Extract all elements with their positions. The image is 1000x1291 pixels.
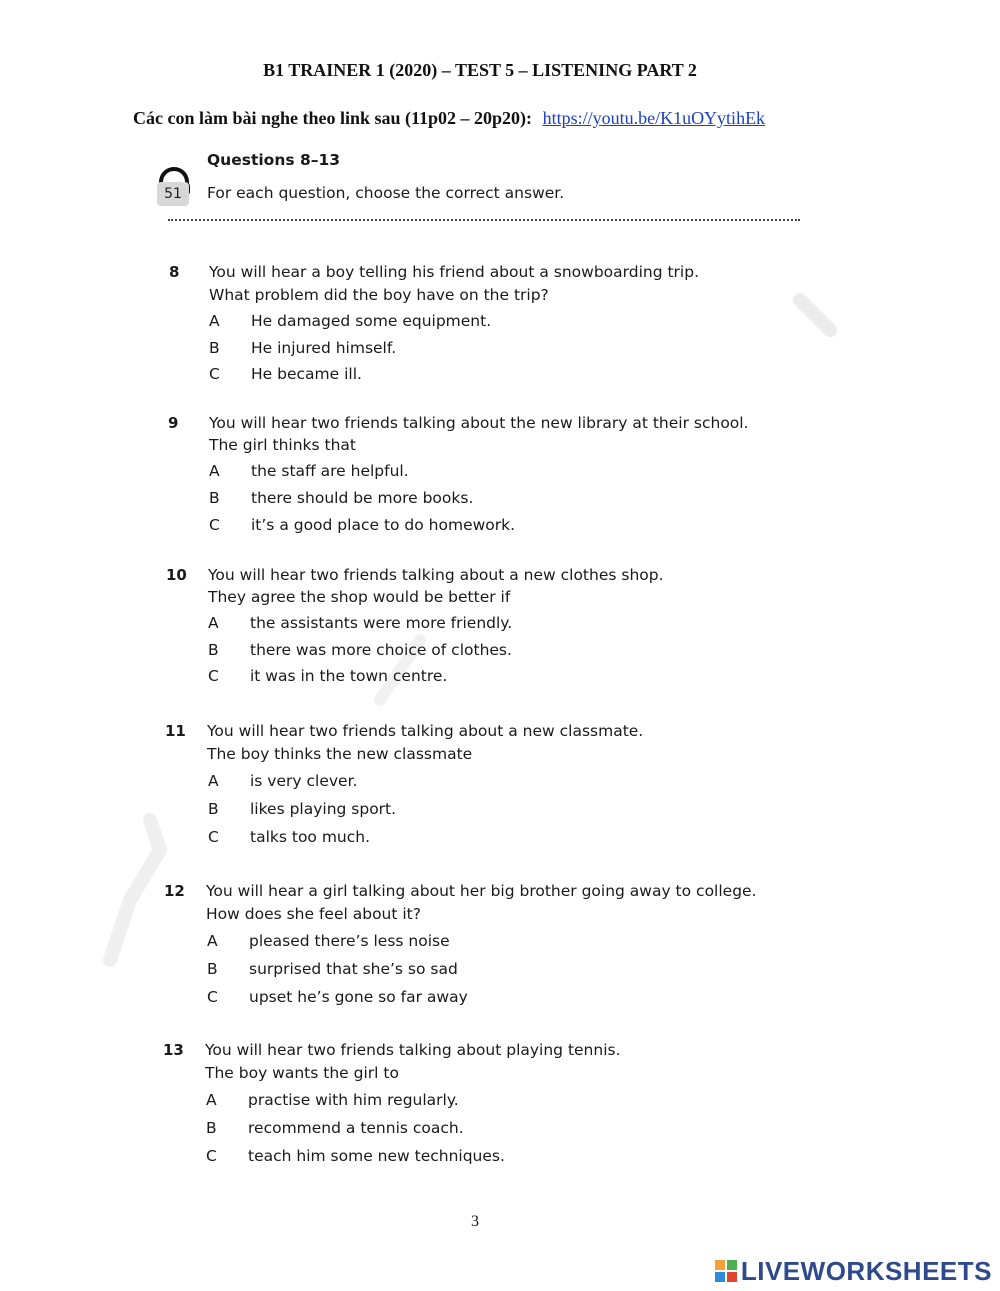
option-letter: A [206, 1091, 217, 1109]
option-text: surprised that she’s so sad [249, 960, 458, 978]
brand-name: LIVEWORKSHEETS [740, 1256, 992, 1286]
option-letter: B [208, 641, 219, 659]
option-letter: B [207, 960, 218, 978]
option-letter: C [206, 1147, 217, 1165]
liveworksheets-brand[interactable] [715, 1256, 992, 1287]
track-number-badge: 51 [157, 182, 189, 206]
option-text: the staff are helpful. [251, 462, 409, 480]
option-letter: C [208, 667, 219, 685]
liveworksheets-logo-icon [715, 1260, 737, 1284]
option-text: there was more choice of clothes. [250, 641, 512, 659]
question-number: 12 [164, 882, 185, 900]
question-line-2: The girl thinks that [209, 436, 356, 454]
question-line-2: The boy thinks the new classmate [207, 745, 473, 763]
option-letter: A [208, 614, 219, 632]
option-letter: B [206, 1119, 217, 1137]
option-letter: A [208, 772, 219, 790]
question-line-1: You will hear a girl talking about her big brother going away to college. [206, 882, 757, 900]
option-letter: B [208, 800, 219, 818]
option-text: is very clever. [250, 772, 358, 790]
question-number: 8 [169, 263, 180, 281]
option-text: upset he’s gone so far away [249, 988, 468, 1006]
option-letter: C [207, 988, 218, 1006]
option-text: He damaged some equipment. [251, 312, 492, 330]
question-line-1: You will hear two friends talking about a new clothes shop. [208, 566, 664, 584]
option-text: talks too much. [250, 828, 371, 846]
question-number: 10 [166, 566, 187, 584]
option-text: it’s a good place to do homework. [251, 516, 516, 534]
youtube-link[interactable]: https://youtu.be/K1uOYytihEk [542, 108, 766, 128]
question-line-1: You will hear two friends talking about the new library at their school. [209, 414, 749, 432]
dotted-divider [168, 219, 800, 221]
question-line-1: You will hear two friends talking about playing tennis. [205, 1041, 621, 1059]
question-line-2: The boy wants the girl to [205, 1064, 399, 1082]
section-instruction: For each question, choose the correct answer. [207, 184, 565, 202]
option-letter: A [209, 462, 220, 480]
question-line-2: What problem did the boy have on the trip? [209, 286, 549, 304]
question-line-2: How does she feel about it? [206, 905, 421, 923]
option-letter: A [209, 312, 220, 330]
option-text: it was in the town centre. [250, 667, 448, 685]
option-text: the assistants were more friendly. [250, 614, 513, 632]
option-text: pleased there’s less noise [249, 932, 450, 950]
listening-instruction [133, 108, 765, 129]
section-heading: Questions 8–13 [207, 151, 341, 169]
question-number: 9 [168, 414, 179, 432]
question-number: 11 [165, 722, 186, 740]
option-text: He became ill. [251, 365, 362, 383]
instruction-text: Các con làm bài nghe theo link sau (11p02 – 20p20): [133, 108, 533, 128]
question-number: 13 [163, 1041, 184, 1059]
option-text: likes playing sport. [250, 800, 397, 818]
option-letter: A [207, 932, 218, 950]
option-text: teach him some new techniques. [248, 1147, 505, 1165]
option-text: practise with him regularly. [248, 1091, 459, 1109]
option-letter: C [209, 516, 220, 534]
option-text: recommend a tennis coach. [248, 1119, 464, 1137]
page-number: 3 [471, 1213, 479, 1230]
option-letter: B [209, 489, 220, 507]
question-line-1: You will hear two friends talking about a new classmate. [207, 722, 644, 740]
question-line-1: You will hear a boy telling his friend about a snowboarding trip. [209, 263, 699, 281]
option-text: He injured himself. [251, 339, 397, 357]
page-title: B1 TRAINER 1 (2020) – TEST 5 – LISTENING PART 2 [263, 60, 697, 80]
option-letter: B [209, 339, 220, 357]
option-text: there should be more books. [251, 489, 474, 507]
option-letter: C [209, 365, 220, 383]
option-letter: C [208, 828, 219, 846]
question-line-2: They agree the shop would be better if [208, 588, 511, 606]
